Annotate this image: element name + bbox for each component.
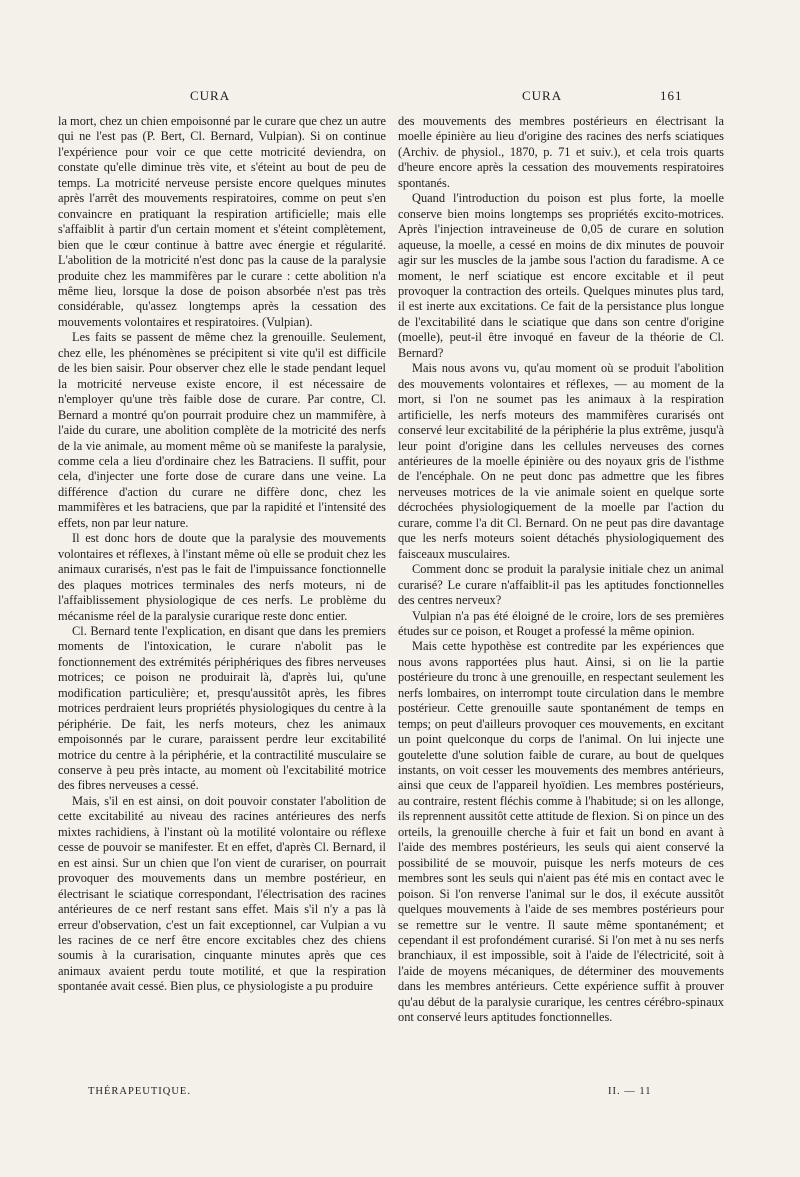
page-number: 161	[660, 88, 683, 103]
right-column	[398, 114, 724, 1026]
running-header	[0, 88, 800, 108]
paragraph: Cl. Bernard tente l'explication, en disant que dans les premiers moments de l'intoxication, le curare n'abolit pas le fonctionnement des extrémités périphériques des fibres nerveuses motrices; ce poison ne produirait là, d'après lui, qu'une modification particulière; et, presqu'aussitôt après, les fibres motrices perdraient leurs propriétés physiologiques du centre à la périphérie. De fait, les nerfs moteurs, chez les animaux empoisonnés par le curare, paraissent perdre leur excitabilité motrice du centre à la périphérie, et la contractilité musculaire se conserve à peu près intacte, au moment où l'excitabilité motrice des fibres nerveuses a cessé.	[58, 623, 386, 793]
paragraph: Mais cette hypothèse est contredite par les expériences que nous avons rapportées plus haut. Ainsi, si on lie la partie postérieure du tronc à une grenouille, en respectant seulement les nerfs lombaires, on interrompt toute circulation dans le membre postérieur. Cette grenouille saute spontanément de temps en temps; on peut d'ailleurs provoquer ces mouvements, en excitant un point quelconque du corps de l'animal. On lui injecte une goutelette d'une solution faible de curare, au bout de quelques instants, on voit cesser les mouvements des membres antérieurs, ainsi que ceux de l'appareil hyoïdien. Les membres postérieurs, au contraire, restent fléchis comme à l'habitude; si on les allonge, ils reprennent aussitôt cette attitude de flexion. Si on pince un des orteils, la grenouille cherche à fuir et fait un bond en avant à l'aide des membres postérieurs, les seuls qui aient conservé la possibilité de se mouvoir, puisque les nerfs moteurs de ces membres sont les seuls qui n'aient pas été mis en contact avec le poison. Si l'on renverse l'animal sur le dos, il exécute aussitôt quelques mouvements à l'aide de ses membres postérieurs pour se remettre sur le ventre. Il saute même spontanément; et cependant il est profondément curarisé. Si l'on met à nu ses nerfs branchiaux, il est impossible, soit à l'aide de l'électricité, soit à l'aide de moyens mécaniques, de déterminer des mouvements dans les membres antérieurs. Cette expérience suffit à prouver qu'au début de la paralysie curarique, les centres cérébro-spinaux ont conservé leurs aptitudes fonctionnelles.	[398, 639, 724, 1025]
header-left-title: CURA	[190, 88, 231, 103]
header-right-title: CURA	[522, 88, 563, 103]
paragraph: Quand l'introduction du poison est plus forte, la moelle conserve bien moins longtemps ses propriétés excito-motrices. Après l'injection intraveineuse de 0,05 de curare en solution aqueuse, la moelle, a cessé en moins de dix minutes de pouvoir agir sur les muscles de la jambe sous l'action du faradisme. A ce moment, le nerf sciatique est encore excitable et il peut provoquer la contraction des orteils. Quelques minutes plus tard, il est inerte aux excitations. Ce fait de la persistance plus longue de l'excitabilité dans le sciatique que dans son centre d'origine (moelle), peut-il être invoqué en faveur de la théorie de Cl. Bernard?	[398, 191, 724, 360]
paragraph: Mais, s'il en est ainsi, on doit pouvoir constater l'abolition de cette excitabilité au niveau des racines antérieures des nerfs mixtes rachidiens, à l'instant où la motilité volontaire ou réflexe cesse de pouvoir se manifester. Et en effet, d'après Cl. Bernard, il en est ainsi. Sur un chien que l'on vient de curariser, on pourrait provoquer des mouvements dans un membre postérieur, en électrisant le sciatique correspondant, l'électrisation des racines antérieures de ce nerf restant sans effet. Mais s'il n'y a pas là erreur d'observation, c'est un fait exceptionnel, car Vulpian a vu les racines de ce nerf être encore excitables chez des chiens soumis à la curarisation, cinquante minutes après que ces animaux avaient perdu toute motilité, et que la respiration spontanée avait cessé. Bien plus, ce physiologiste a pu produire	[58, 793, 386, 994]
paragraph: des mouvements des membres postérieurs en électrisant la moelle épinière au lieu d'origine des racines des nerfs sciatiques (Archiv. de physiol., 1870, p. 71 et suiv.), et cela trois quarts d'heure encore après la cessation des mouvements respiratoires spontanés.	[398, 114, 724, 190]
footer-signature-right: II. — 11	[608, 1086, 652, 1097]
footer-signature-left: THÉRAPEUTIQUE.	[88, 1086, 191, 1097]
paragraph: Comment donc se produit la paralysie initiale chez un animal curarisé? Le curare n'affaiblit-il pas les aptitudes fonctionnelles des centres nerveux?	[398, 562, 724, 608]
paragraph: Il est donc hors de doute que la paralysie des mouvements volontaires et réflexes, à l'instant même où elle se produit chez les animaux curarisés, n'est pas le fait de l'impuissance fonctionnelle des plaques motrices terminales des nerfs moteurs, ni de l'affaiblissement physiologique de ces nerfs. Le problème du mécanisme réel de la paralysie curarique reste donc entier.	[58, 531, 386, 623]
left-column	[58, 114, 386, 995]
paragraph: Mais nous avons vu, qu'au moment où se produit l'abolition des mouvements volontaires et réflexes, — au moment de la mort, si l'on ne soumet pas les animaux à la respiration artificielle, les nerfs moteurs des mammifères curarisés ont conservé leur excitabilité de la périphérie la plus extrême, jusqu'à leur point d'origine dans les cellules nerveuses des cornes antérieures de la moelle épinière ou des noyaux gris de l'isthme de l'encéphale. On ne peut donc pas admettre que les fibres nerveuses motrices de la vie animale soient en quelque sorte décrochées physiologiquement de la moelle par l'action du curare, comme l'a dit Cl. Bernard. On ne peut pas dire davantage que les nerfs moteurs soient détachés physiologiquement des faisceaux musculaires.	[398, 361, 724, 561]
paragraph: la mort, chez un chien empoisonné par le curare que chez un autre qui ne l'est pas (P. Bert, Cl. Bernard, Vulpian). Si on continue l'expérience pour voir ce que cette motricité deviendra, on constate qu'elle diminue très vite, et s'éteint au bout de peu de temps. La motricité nerveuse persiste encore quelques minutes après l'arrêt des mouvements respiratoires, comme on peut s'en convaincre en pratiquant la respiration artificielle; mais elle s'affaiblit à partir d'un certain moment et s'éteint complètement, bien que le cœur continue à battre avec énergie et régularité. L'abolition de la motricité n'est donc pas la cause de la paralysie produite chez les mammifères par le curare : cette abolition n'a même lieu, lorsque la dose de poison absorbée n'est pas très considérable, qu'assez longtemps après la cessation des mouvements volontaires et respiratoires. (Vulpian).	[58, 114, 386, 329]
paragraph: Les faits se passent de même chez la grenouille. Seulement, chez elle, les phénomènes se précipitent si vite qu'il est difficile de les bien saisir. Pour observer chez elle le stade pendant lequel la motricité nerveuse existe encore, il est nécessaire de n'employer qu'une très faible dose de curare. Par contre, Cl. Bernard a montré qu'on pourrait produire chez un mammifère, à l'aide du curare, une abolition complète de la motricité des nerfs de la vie animale, au moment même où se manifeste la paralysie, comme cela a lieu d'ordinaire chez les Batraciens. Il suffit, pour cela, d'injecter une forte dose de curare dans une veine. La différence d'action du curare ne diffère donc, chez les mammifères et les batraciens, que par la rapidité et l'intensité des effets, non par leur nature.	[58, 330, 386, 530]
paragraph: Vulpian n'a pas été éloigné de le croire, lors de ses premières études sur ce poison, et Rouget a professé la même opinion.	[398, 608, 724, 638]
